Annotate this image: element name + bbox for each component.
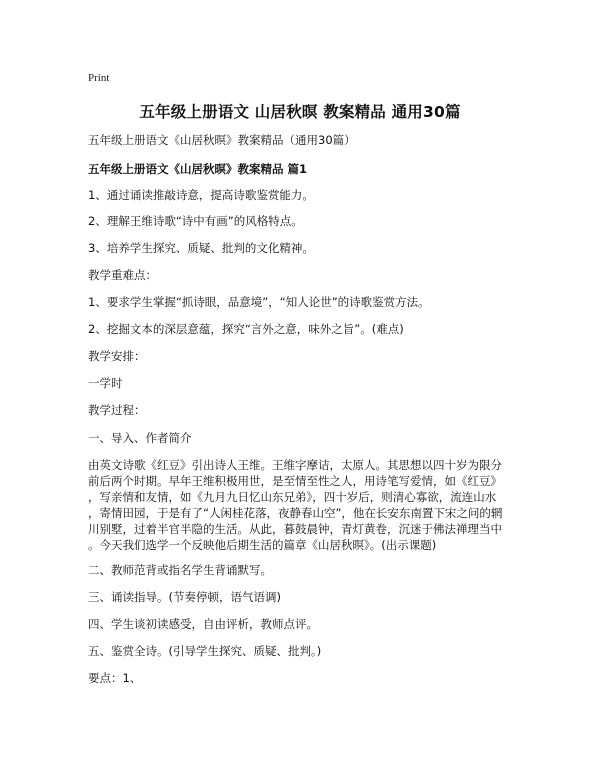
key-points-heading: 教学重难点： <box>88 268 157 282</box>
print-link[interactable]: Print <box>88 72 110 84</box>
step-3: 三、诵读指导。(节奏停顿，语气语调) <box>88 590 281 604</box>
step-2: 二、教师范背或指名学生背诵默写。 <box>88 563 272 577</box>
process-heading: 教学过程： <box>88 403 146 417</box>
key-points-label: 要点：1、 <box>88 671 142 685</box>
objective-2: 2、理解王维诗歌“诗中有画”的风格特点。 <box>88 214 303 228</box>
step-1-intro-author: 一、导入、作者简介 <box>88 431 192 445</box>
key-point-2: 2、挖掘文本的深层意蕴，探究“言外之意，味外之旨”。(难点) <box>88 322 404 336</box>
schedule-value: 一学时 <box>88 376 123 390</box>
paragraph-line: 由英文诗歌《红豆》引出诗人王维。王维字摩诘，太原人。其思想以四十岁为限分 <box>88 458 502 472</box>
schedule-heading: 教学安排： <box>88 349 146 363</box>
objective-1: 1、通过诵读推敲诗意，提高诗歌鉴赏能力。 <box>88 188 314 202</box>
paragraph-line: 川别墅，过着半官半隐的生活。从此，暮鼓晨钟，青灯黄卷，沉迷于佛法禅理当中 <box>88 522 502 536</box>
paragraph-line: ，寄情田园，于是有了“人闲桂花落，夜静春山空”，他在长安东南置下宋之问的辋 <box>88 506 503 520</box>
document-title: 五年级上册语文 山居秋暝 教案精品 通用30篇 <box>139 103 461 121</box>
document-subtitle: 五年级上册语文《山居秋暝》教案精品（通用30篇） <box>88 133 356 147</box>
section-heading: 五年级上册语文《山居秋暝》教案精品 篇1 <box>88 162 308 176</box>
paragraph-line: 前后两个时期。早年王维积极用世，是至情至性之人，用诗笔写爱情，如《红豆》 <box>88 474 502 488</box>
paragraph-line: ，写亲情和友情，如《九月九日忆山东兄弟》，四十岁后，则清心寡欲，流连山水 <box>88 490 497 504</box>
step-5: 五、鉴赏全诗。(引导学生探究、质疑、批判。) <box>88 644 322 658</box>
step-4: 四、学生谈初读感受，自由评析，教师点评。 <box>88 617 318 631</box>
key-point-1: 1、要求学生掌握“抓诗眼，品意境”，“知人论世”的诗歌鉴赏方法。 <box>88 295 430 309</box>
intro-paragraph <box>88 457 522 553</box>
paragraph-line: 。今天我们选学一个反映他后期生活的篇章《山居秋暝》。(出示课题) <box>88 538 437 552</box>
objective-3: 3、培养学生探究、质疑、批判的文化精神。 <box>88 241 314 255</box>
